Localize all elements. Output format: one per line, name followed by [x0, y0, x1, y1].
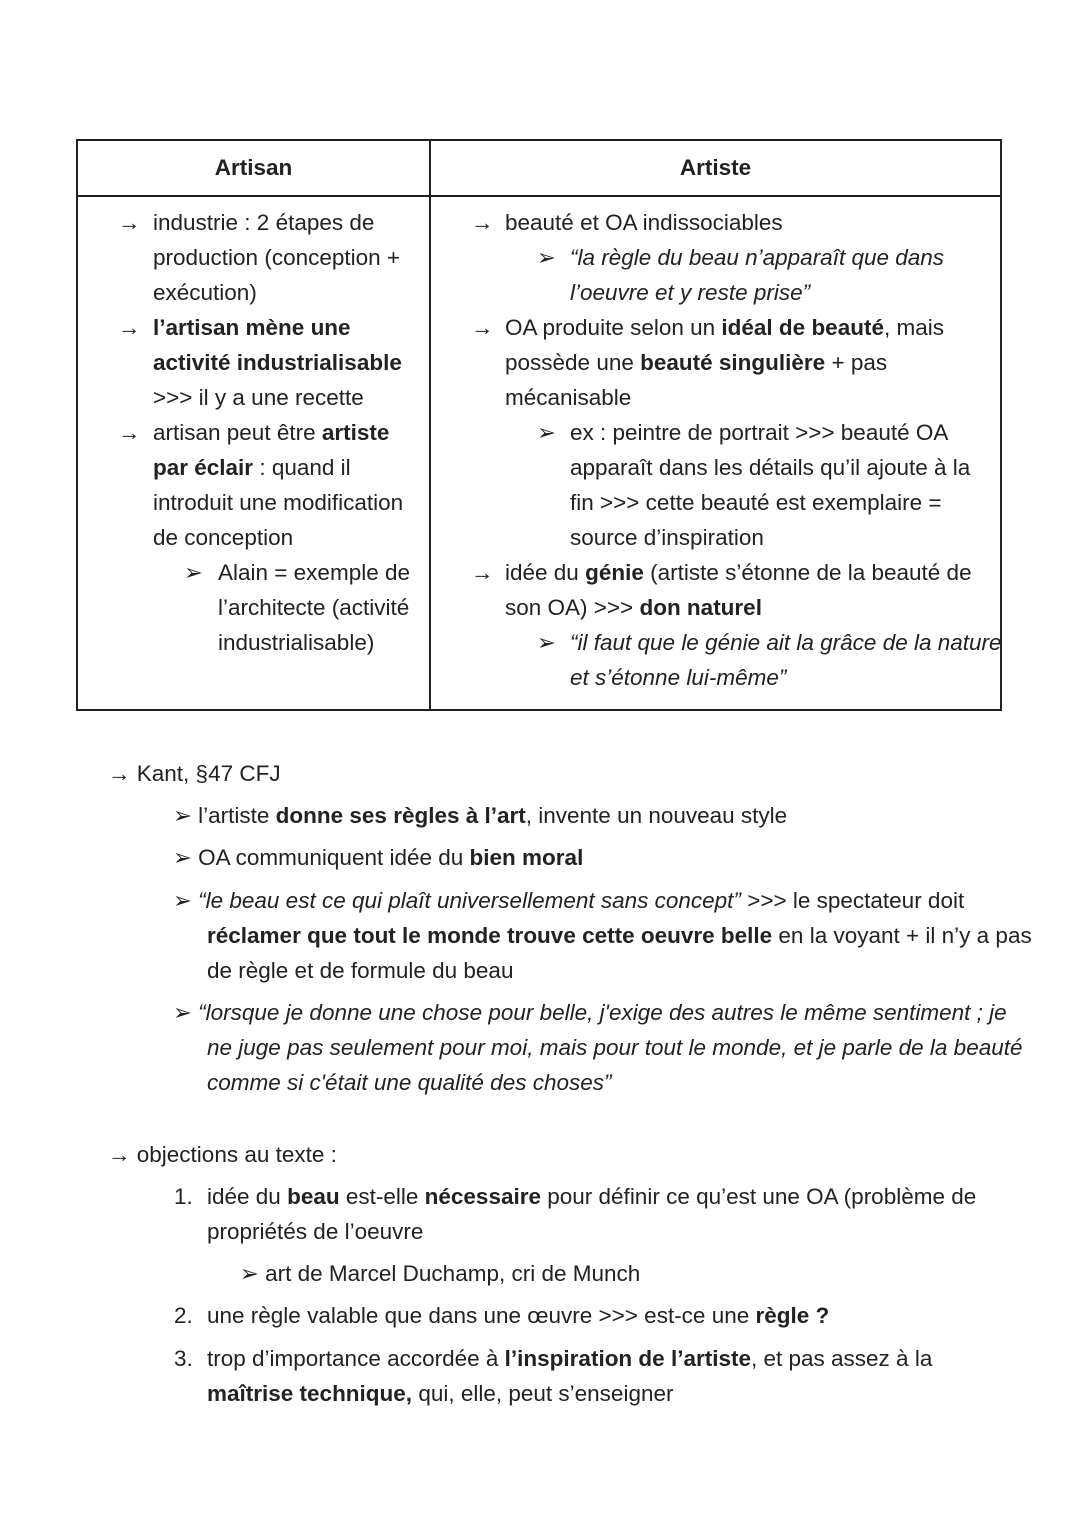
comparison-table	[76, 139, 1002, 711]
objection-item-1-sub: ➢ art de Marcel Duchamp, cri de Munch	[240, 1261, 641, 1286]
column-header-artisan: Artisan	[77, 140, 430, 196]
triangle-bullet-icon: ➢	[184, 560, 203, 585]
arrow-icon: →	[118, 315, 141, 340]
triangle-bullet-icon: ➢	[537, 630, 556, 655]
kant-point-1: ➢ l’artiste donne ses règles à l’art, invente un nouveau style	[173, 803, 788, 828]
kant-point-2: ➢ OA communiquent idée du bien moral	[173, 845, 584, 870]
triangle-bullet-icon: ➢	[240, 1261, 259, 1286]
arrow-icon: →	[471, 560, 494, 585]
kant-heading: → Kant, §47 CFJ	[108, 761, 281, 786]
objections-heading: → objections au texte :	[108, 1142, 337, 1167]
artiste-bullet-2: → OA produite selon un idéal de beauté, mais	[431, 310, 1000, 345]
table-row	[77, 196, 1001, 710]
triangle-bullet-icon: ➢	[537, 420, 556, 445]
objection-item-3: 3. trop d’importance accordée à l’inspiration de l’artiste, et pas assez à la	[174, 1346, 933, 1371]
objection-item-1: 1. idée du beau est-elle nécessaire pour définir ce qu’est une OA (problème de	[174, 1184, 977, 1209]
artiste-example: ➢ ex : peintre de portrait >>> beauté OA	[431, 415, 1000, 450]
artisan-cell: → industrie : 2 étapes de production (conception + exécution) → l’artisan mène une activité industrialisable >>> il y a une recette → artisan peut être artiste par éclair : quand il introduit une modification de conception ➢ Alain = exemple de l’architecte (activité industrialisable)	[77, 196, 430, 710]
arrow-icon: →	[118, 420, 141, 445]
arrow-icon: →	[471, 315, 494, 340]
artiste-quote-2: ➢ “il faut que le génie ait la grâce de la nature	[431, 625, 1000, 660]
kant-point-3: ➢ “le beau est ce qui plaît universellement sans concept” >>> le spectateur doit	[173, 888, 965, 913]
artiste-cell: → beauté et OA indissociables ➢ “la règle du beau n’apparaît que dans l’oeuvre et y reste prise” → OA produite selon un idéal de beauté, mais possède une beauté singulière + pas mécanisable ➢ ex : peintre de portrait >>> beauté OA apparaît dans les détails qu’il ajoute à la fin >>> cette beauté est exemplaire = source d’inspiration → idée du génie (artiste s’étonne de la beauté de son OA) >>> don naturel ➢ “il faut que le génie ait la grâce de la nature et s’étonne lui-même”	[430, 196, 1001, 710]
objection-item-2: 2. une règle valable que dans une œuvre >>> est-ce une règle ?	[174, 1303, 830, 1328]
artisan-sub-bullet: ➢ Alain = exemple de	[78, 555, 429, 590]
arrow-icon: →	[471, 210, 494, 235]
table-header-row	[77, 140, 1001, 196]
artisan-bullet-2: → l’artisan mène une	[78, 310, 429, 345]
triangle-bullet-icon: ➢	[173, 803, 192, 828]
artisan-bullet-1: → industrie : 2 étapes de	[78, 205, 429, 240]
page: Artisan Artiste → industrie : 2 étapes de production (conception + exécution) → l’artisan mène une activité industrialisable >>> il y a une recette → artisan peut être artiste par éclair : quand il introduit une modification de conception ➢ Alain = exemple de l’architecte (activité industrialisable) → beauté et OA indissociables ➢ “la règle du beau n’apparaît que dans l’oeuvre et y reste prise” → OA produite selon un idéal de beauté, mais possède une beauté singulière + pas mécanisable ➢ ex : peintre de portrait >>> beauté OA apparaît dans les détails qu’il ajoute à la fin >>> cette beauté est exemplaire = source d’inspiration → idée du génie (artiste s’étonne de la beauté de son OA) >>> don naturel ➢ “il faut que le génie ait la grâce de la nature et s’étonne lui-même” → Kant, §47 CFJ ➢ l’artiste donne ses règles à l’art, invente un nouveau style ➢ OA communiquent idée du bien moral ➢ “le beau est ce qui plaît universellement sans concept” >>> le spectateur doit réclamer que tout le monde trouve cette oeuvre belle en la voyant + il n’y a pas de règle et de formule du beau ➢ “lorsque je donne une chose pour belle, j'exige des autres le même sentiment ; je ne juge pas seulement pour moi, mais pour tout le monde, et je parle de la beauté comme si c'était une qualité des choses” → objections au texte : 1. idée du beau est-elle nécessaire pour définir ce qu’est une OA (problème de propriétés de l’oeuvre ➢ art de Marcel Duchamp, cri de Munch 2. une règle valable que dans une œuvre >>> est-ce une règle ? 3. trop d’importance accordée à l’inspiration de l’artiste, et pas assez à la maîtrise technique, qui, elle, peut s’enseigner	[0, 0, 1080, 1525]
column-header-artiste: Artiste	[430, 140, 1001, 196]
artiste-bullet-3: → idée du génie (artiste s’étonne de la beauté de	[431, 555, 1000, 590]
artiste-quote-1: ➢ “la règle du beau n’apparaît que dans	[431, 240, 1000, 275]
arrow-icon: →	[118, 210, 141, 235]
arrow-icon: →	[108, 761, 131, 786]
arrow-icon: →	[108, 1142, 131, 1167]
triangle-bullet-icon: ➢	[537, 245, 556, 270]
kant-point-4: ➢ “lorsque je donne une chose pour belle, j'exige des autres le même sentiment ; je	[173, 1000, 1007, 1025]
triangle-bullet-icon: ➢	[173, 1000, 192, 1025]
triangle-bullet-icon: ➢	[173, 845, 192, 870]
artisan-bullet-3: → artisan peut être artiste	[78, 415, 429, 450]
triangle-bullet-icon: ➢	[173, 888, 192, 913]
artiste-bullet-1: → beauté et OA indissociables	[431, 205, 1000, 240]
